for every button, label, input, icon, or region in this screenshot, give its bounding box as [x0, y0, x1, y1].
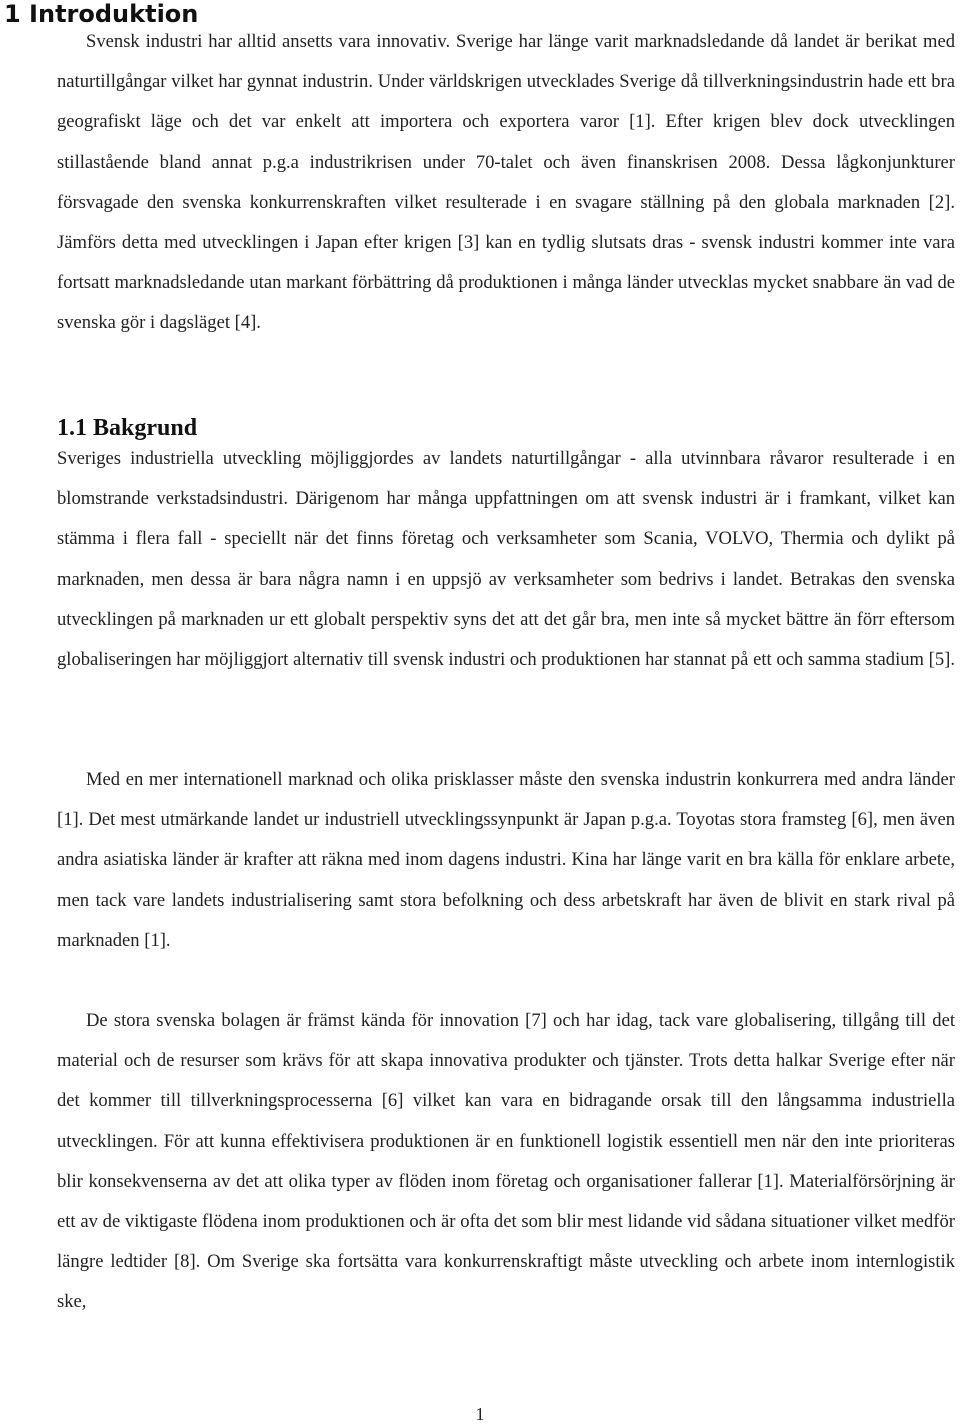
- background-paragraph-text: Med en mer internationell marknad och olika prisklasser måste den svenska industrin konkurrera med andra länder [1]. Det mest utmärkande landet ur industriell utvecklingssynpunkt är Japan p.g.a. Toyotas stora framsteg [6], men även andra asiatiska länder är krafter att räkna med inom dagens industri. Kina har länge varit en bra källa för enklare arbete, men tack vare landets industrialisering samt stora befolkning och dess arbetskraft har även de blivit en stark rival på marknaden [1].: [57, 769, 955, 951]
- background-paragraph-text: Sveriges industriella utveckling möjliggjordes av landets naturtillgångar - alla utvinnbara råvaror resulterade i en blomstrande verkstadsindustri. Därigenom har många uppfattningen om att svensk industri är i framkant, vilket kan stämma i flera fall - speciellt när det finns företag och verksamheter som Scania, VOLVO, Thermia och dylikt på marknaden, men dessa är bara några namn i en uppsjö av verksamheter som bedrivs i landet. Betrakas den svenska utvecklingen på marknaden ur ett globalt perspektiv syns det att det går bra, men inte så mycket bättre än förr eftersom globaliseringen har möjliggjort alternativ till svensk industri och produktionen har stannat på ett och samma stadium [5].: [57, 448, 955, 671]
- background-paragraph-3: [57, 1001, 955, 1323]
- section-heading: 1.1 Bakgrund: [57, 415, 198, 441]
- background-paragraph-2: [57, 760, 955, 961]
- page-number: 1: [475, 1404, 485, 1424]
- background-paragraph-1: [57, 439, 955, 680]
- background-paragraph-text: De stora svenska bolagen är främst kända för innovation [7] och har idag, tack vare globalisering, tillgång till det material och de resurser som krävs för att skapa innovativa produkter och tjänster. Trots detta halkar Sverige efter när det kommer till tillverkningsprocesserna [6] vilket kan vara en bidragande orsak till den långsamma industriella utvecklingen. För att kunna effektivisera produktionen är en funktionell logistik essentiell men när den inte prioriteras blir konsekvenserna av det att olika typer av flöden inom företag och organisationer fallerar [1]. Materialförsörjning är ett av de viktigaste flödena inom produktionen och är ofta det som blir mest lidande vid sådana situationer vilket medför längre ledtider [8]. Om Sverige ska fortsätta vara konkurrenskraftigt måste utveckling och arbete inom internlogistik ske,: [57, 1010, 955, 1313]
- intro-paragraph: [57, 22, 955, 384]
- chapter-heading: 1 Introduktion: [4, 0, 199, 28]
- intro-paragraph-text: Svensk industri har alltid ansetts vara innovativ. Sverige har länge varit marknadsledande då landet är berikat med naturtillgångar vilket har gynnat industrin. Under världskrigen utvecklades Sverige då tillverkningsindustrin hade ett bra geografiskt läge och det var enkelt att importera och exportera varor [1]. Efter krigen blev dock utvecklingen stillastående bland annat p.g.a industrikrisen under 70-talet och även finanskrisen 2008. Dessa lågkonjunkturer försvagade den svenska konkurrenskraften vilket resulterade i en svagare ställning på den globala marknaden [2]. Jämförs detta med utvecklingen i Japan efter krigen [3] kan en tydlig slutsats dras - svensk industri kommer inte vara fortsatt marknadsledande utan markant förbättring då produktionen i många länder utvecklas mycket snabbare än vad de svenska gör i dagsläget [4].: [57, 31, 955, 334]
